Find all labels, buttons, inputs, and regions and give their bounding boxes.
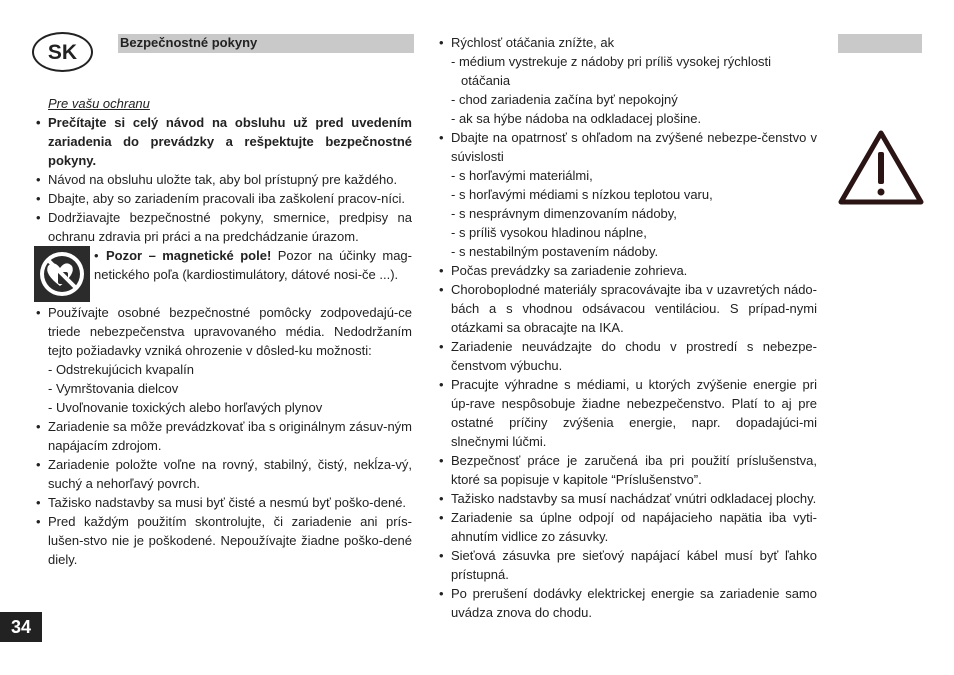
side-tab-bar bbox=[838, 34, 922, 53]
dash-splash-cont: otáčania bbox=[461, 73, 511, 88]
right-column bbox=[437, 33, 817, 622]
bullet-regulations: • Dodržiavajte bezpečnostné pokyny, smernice, predpisy na ochranu zdravia pri práci a na predchádzanie úrazom. bbox=[34, 208, 412, 246]
no-pacemaker-magnet-icon bbox=[34, 246, 90, 302]
bullet-inspection: • Pred každým použitím skontrolujte, či zariadenie ani prís-lušen-stvo nie je poškodené. Nepoužívajte žiadne poško-dené diely. bbox=[34, 512, 412, 569]
dash-fill-level: - s príliš vysokou hladinou náplne, bbox=[451, 225, 647, 240]
bullet-heats-up: • Počas prevádzky sa zariadenie zohrieva. bbox=[437, 261, 817, 280]
bullet-reduce-speed: • Rýchlosť otáčania znížte, ak bbox=[437, 33, 817, 52]
dash-vessel-moves: - ak sa hýbe nádoba na odkladacej plošine. bbox=[451, 111, 702, 126]
bullet-keep-manual: • Návod na obsluhu uložte tak, aby bol prístupný pre každého. bbox=[34, 170, 412, 189]
magnet-text: • Pozor – magnetické pole! Pozor na účinky mag-netického poľa (kardiostimulátory, dátové nosi-če ...). bbox=[94, 248, 412, 282]
bullet-media-energy: • Pracujte výhradne s médiami, u ktorých zvýšenie energie pri úp-rave nespôsobuje žiadne nebezpečenstvo. Platí to aj pre ostatné príčiny zvýšenia energie, napr. dopadajúci-mi slnečnymi lúčmi. bbox=[437, 375, 817, 451]
bullet-clean-attachment: • Tažisko nadstavby sa musi byť čisté a nesmú byť poško-dené. bbox=[34, 493, 412, 512]
dash-flammable: - s horľavými materiálmi, bbox=[451, 168, 593, 183]
dash-low-boiling: - s horľavými médiami s nízkou teplotou varu, bbox=[451, 187, 713, 202]
dash-unstable: - s nestabilným postavením nádoby. bbox=[451, 244, 659, 259]
language-code: SK bbox=[47, 40, 78, 64]
bullet-read-manual: • Prečítajte si celý návod na obsluhu už pred uvedením zariadenia do prevádzky a rešpektujte bezpečnostné pokyny. bbox=[34, 113, 412, 170]
bullet-disconnect: • Zariadenie sa úplne odpojí od napájacieho napätia iba vyti-ahnutím vidlice zo zásuvky. bbox=[437, 508, 817, 546]
dash-splash: - médium vystrekuje z nádoby pri príliš vysokej rýchlosti bbox=[451, 54, 772, 69]
bullet-original-supply: • Zariadenie sa môže prevádzkovať iba s originálnym zásuv-ným napájacím zdrojom. bbox=[34, 417, 412, 455]
bullet-placement: • Zariadenie položte voľne na rovný, stabilný, čistý, nekĺza-vý, suchý a nehorľavý povrch. bbox=[34, 455, 412, 493]
magnet-detail: Pozor na účinky mag-netického poľa (kardiostimulátory, dátové nosi-če ...). bbox=[94, 248, 412, 282]
dash-gases: - Uvoľnovanie toxických alebo horľavých plynov bbox=[48, 400, 323, 415]
dash-unsteady: - chod zariadenia začína byť nepokojný bbox=[451, 92, 678, 107]
bullet-accessories: • Bezpečnosť práce je zaručená iba pri použití príslušenstva, ktoré sa popisuje v kapitole “Príslušenstvo”. bbox=[437, 451, 817, 489]
dash-splashing: - Odstrekujúcich kvapalín bbox=[48, 362, 194, 377]
subtitle: Pre vašu ochranu bbox=[48, 96, 150, 111]
bullet-explosive: • Zariadenie neuvádzajte do chodu v prostredí s nebezpe-čenstvom výbuchu. bbox=[437, 337, 817, 375]
bullet-protective-gear: • Používajte osobné bezpečnostné pomôcky zodpovedajú-ce triede nebezpečenstva upravovaného média. Nedodržaním tejto požiadavky vzniká ohrozenie v dôsled-ku možnosti: bbox=[34, 303, 412, 360]
language-badge bbox=[32, 32, 93, 72]
warning-triangle-icon bbox=[838, 130, 924, 206]
bullet-power-interruption: • Po prerušení dodávky elektrickej energie sa zariadenie samo uvádza znova do chodu. bbox=[437, 584, 817, 622]
bullet-trained-staff: • Dbajte, aby so zariadením pracovali iba zaškolení pracov-níci. bbox=[34, 189, 412, 208]
bullet-pathogenic: • Choroboplodné materiály spracovávajte iba v uzavretých nádo-bách a s vhodnou odsávacou ventiláciou. S prípad-nymi otázkami sa obracajte na IKA. bbox=[437, 280, 817, 337]
section-title: Bezpečnostné pokyny bbox=[118, 34, 414, 53]
magnet-bold: Pozor – magnetické pole! bbox=[106, 248, 272, 263]
dash-ejection: - Vymrštovania dielcov bbox=[48, 381, 179, 396]
bullet-center-gravity: • Tažisko nadstavby sa musí nachádzať vnútri odkladacej plochy. bbox=[437, 489, 817, 508]
dash-dimension: - s nesprávnym dimenzovaním nádoby, bbox=[451, 206, 677, 221]
magnet-warning bbox=[34, 246, 412, 303]
bullet-socket: • Sieťová zásuvka pre sieťový napájací kábel musí byť ľahko prístupná. bbox=[437, 546, 817, 584]
bullet-caution: • Dbajte na opatrnosť s ohľadom na zvýšené nebezpe-čenstvo v súvislosti bbox=[437, 128, 817, 166]
page-number: 34 bbox=[0, 612, 42, 642]
left-column bbox=[34, 94, 412, 569]
